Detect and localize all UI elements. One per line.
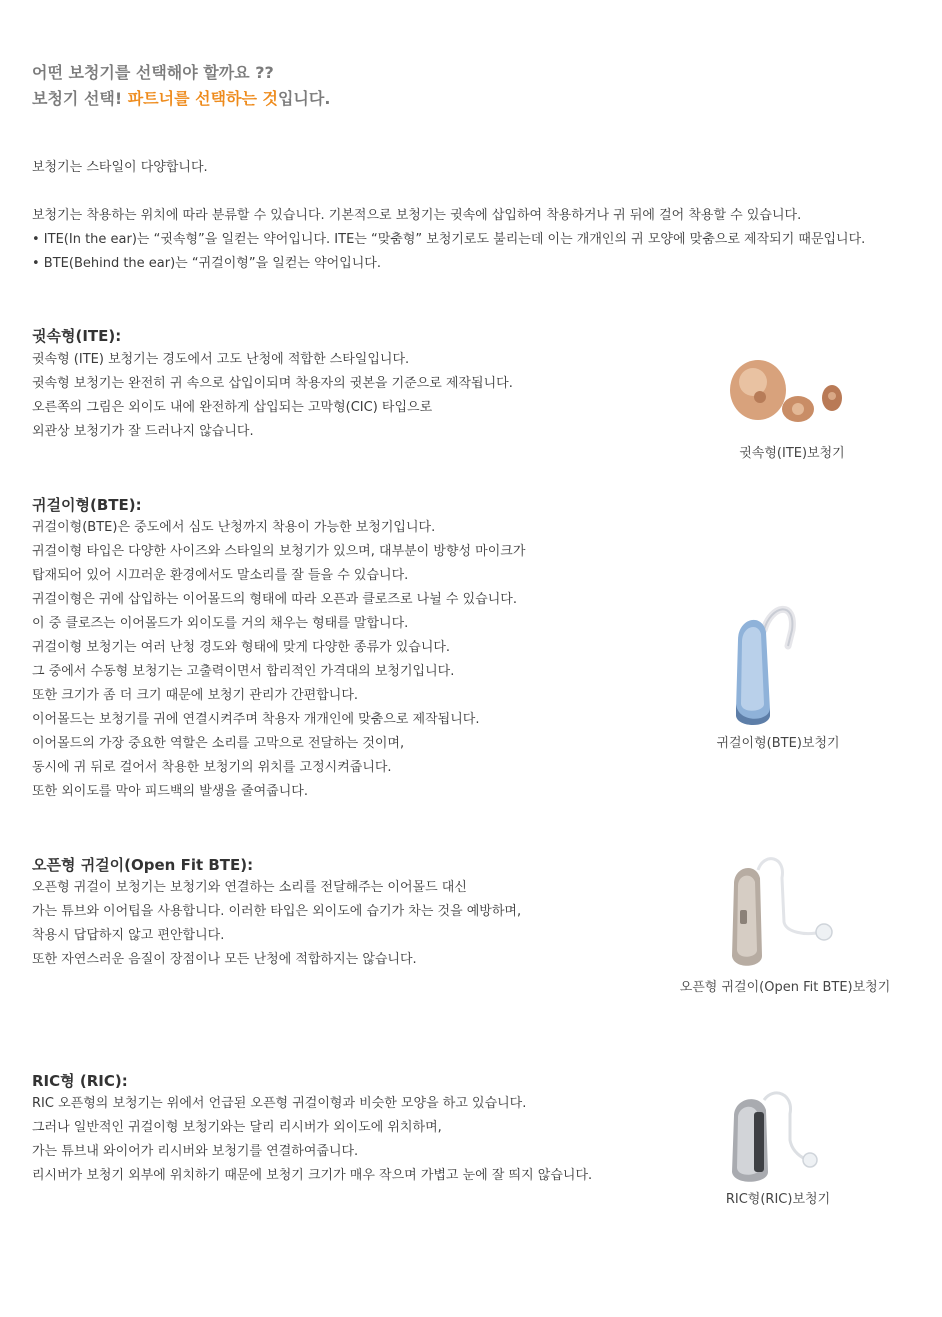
text-line: 귀걸이형(BTE)은 중도에서 심도 난청까지 착용이 가능한 보청기입니다. (32, 520, 436, 535)
text-line: 이어몰드는 보청기를 귀에 연결시켜주며 착용자 개개인에 맞춤으로 제작됩니다. (32, 712, 480, 727)
intro-line: 보청기는 착용하는 위치에 따라 분류할 수 있습니다. 기본적으로 보청기는 귓속에 삽입하여 착용하거나 귀 뒤에 걸어 착용할 수 있습니다. (32, 208, 802, 223)
bte-hearing-aid-image (726, 600, 806, 734)
text-line: 이 중 클로즈는 이어몰드가 외이도를 거의 채우는 형태를 말합니다. (32, 616, 409, 631)
text-line: 또한 크기가 좀 더 크기 때문에 보청기 관리가 간편합니다. (32, 688, 359, 703)
section-title-open-fit: 오픈형 귀걸이(Open Fit BTE): (32, 856, 254, 874)
heading-line-2 (32, 86, 330, 112)
text-line: 이어몰드의 가장 중요한 역할은 소리를 고막으로 전달하는 것이며, (32, 736, 405, 751)
caption-bte: 귀걸이형(BTE)보청기 (716, 736, 840, 751)
ite-hearing-aid-image (728, 352, 858, 436)
text-line: 그 중에서 수동형 보청기는 고출력이면서 합리적인 가격대의 보청기입니다. (32, 664, 455, 679)
caption-ric: RIC형(RIC)보청기 (725, 1192, 831, 1207)
section-body-bte (32, 516, 525, 804)
text-line: 귀걸이형 타입은 다양한 사이즈와 스타일의 보청기가 있으며, 대부분이 방향성 마이크가 (32, 544, 526, 559)
text-line: 또한 외이도를 막아 피드백의 발생을 줄여줍니다. (32, 784, 308, 799)
text-line: 탑재되어 있어 시끄러운 환경에서도 말소리를 잘 들을 수 있습니다. (32, 568, 409, 583)
section-body-ric (32, 1092, 592, 1188)
page-heading (32, 60, 330, 112)
ric-hearing-aid-image (724, 1088, 824, 1192)
text-line: 동시에 귀 뒤로 걸어서 착용한 보청기의 위치를 고정시켜줍니다. (32, 760, 392, 775)
heading-line-2-pre: 보청기 선택! (32, 89, 128, 108)
text-line: 귀걸이형은 귀에 삽입하는 이어몰드의 형태에 따라 오픈과 클로즈로 나뉠 수 있습니다. (32, 592, 517, 607)
heading-accent: 파트너를 선택하는 것 (127, 89, 278, 108)
intro-bullet-ite: • ITE(In the ear)는 “귓속형”을 일컫는 약어입니다. ITE는 “맞춤형” 보청기로도 불리는데 이는 개개인의 귀 모양에 맞춤으로 제작되기 때문입니다. (32, 232, 866, 247)
section-title-ric: RIC형 (RIC): (32, 1072, 128, 1090)
heading-line-2-post: 입니다. (277, 89, 331, 108)
section-body-ite (32, 348, 513, 444)
intro-styles: 보청기는 스타일이 다양합니다. (32, 160, 208, 175)
heading-line-1: 어떤 보청기를 선택해야 할까요 ?? (32, 63, 274, 82)
section-title-bte: 귀걸이형(BTE): (32, 496, 142, 514)
text-line: 착용시 답답하지 않고 편안합니다. (32, 928, 225, 943)
text-line: 리시버가 보청기 외부에 위치하기 때문에 보청기 크기가 매우 작으며 가볍고 눈에 잘 띄지 않습니다. (32, 1168, 593, 1183)
caption-open-fit: 오픈형 귀걸이(Open Fit BTE)보청기 (679, 980, 891, 995)
intro-bullet-bte: • BTE(Behind the ear)는 “귀걸이형”을 일컫는 약어입니다. (32, 256, 381, 271)
text-line: 가는 튜브내 와이어가 리시버와 보청기를 연결하여줍니다. (32, 1144, 359, 1159)
text-line: RIC 오픈형의 보청기는 위에서 언급된 오픈형 귀걸이형과 비슷한 모양을 하고 있습니다. (32, 1096, 527, 1111)
text-line: 외관상 보청기가 잘 드러나지 않습니다. (32, 424, 254, 439)
caption-ite: 귓속형(ITE)보청기 (739, 446, 845, 461)
text-line: 오픈형 귀걸이 보청기는 보청기와 연결하는 소리를 전달해주는 이어몰드 대신 (32, 880, 467, 895)
text-line: 귀걸이형 보청기는 여러 난청 경도와 형태에 맞게 다양한 종류가 있습니다. (32, 640, 451, 655)
text-line: 귓속형 (ITE) 보청기는 경도에서 고도 난청에 적합한 스타일입니다. (32, 352, 410, 367)
text-line: 귓속형 보청기는 완전히 귀 속으로 삽입이되며 착용자의 귓본을 기준으로 제작됩니다. (32, 376, 513, 391)
section-body-open-fit (32, 876, 521, 972)
section-title-ite: 귓속형(ITE): (32, 327, 122, 345)
text-line: 그러나 일반적인 귀걸이형 보청기와는 달리 리시버가 외이도에 위치하며, (32, 1120, 442, 1135)
text-line: 가는 튜브와 이어팁을 사용합니다. 이러한 타입은 외이도에 습기가 차는 것을 예방하며, (32, 904, 522, 919)
open-fit-hearing-aid-image (724, 852, 844, 976)
text-line: 또한 자연스러운 음질이 장점이나 모든 난청에 적합하지는 않습니다. (32, 952, 417, 967)
intro-paragraph (32, 204, 865, 276)
text-line: 오른쪽의 그림은 외이도 내에 완전하게 삽입되는 고막형(CIC) 타입으로 (32, 400, 433, 415)
